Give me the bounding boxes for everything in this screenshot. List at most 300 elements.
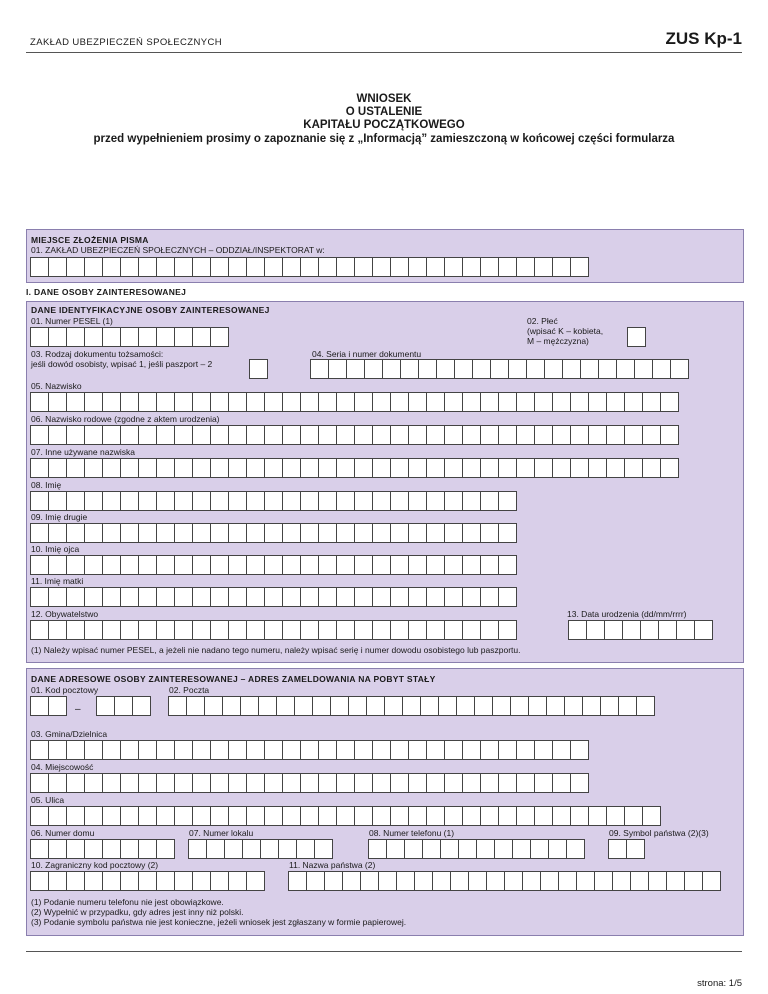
char-cell[interactable] [594,871,613,891]
char-cell[interactable] [138,425,157,445]
char-cell[interactable] [462,587,481,607]
char-cell[interactable] [480,425,499,445]
char-cell[interactable] [102,458,121,478]
char-cell[interactable] [336,555,355,575]
char-cell[interactable] [372,740,391,760]
char-cell[interactable] [564,696,583,716]
char-cell[interactable] [84,392,103,412]
char-cell[interactable] [260,839,279,859]
char-cell[interactable] [282,425,301,445]
char-cell[interactable] [210,871,229,891]
char-cell[interactable] [120,839,139,859]
country-symbol-input[interactable] [608,839,644,859]
char-cell[interactable] [264,740,283,760]
char-cell[interactable] [624,425,643,445]
char-cell[interactable] [210,806,229,826]
char-cell[interactable] [282,806,301,826]
char-cell[interactable] [390,392,409,412]
char-cell[interactable] [528,696,547,716]
char-cell[interactable] [300,491,319,511]
char-cell[interactable] [138,839,157,859]
char-cell[interactable] [48,327,67,347]
char-cell[interactable] [534,458,553,478]
char-cell[interactable] [640,620,659,640]
char-cell[interactable] [360,871,379,891]
char-cell[interactable] [444,491,463,511]
char-cell[interactable] [246,871,265,891]
pesel-input[interactable] [30,327,228,347]
char-cell[interactable] [552,740,571,760]
char-cell[interactable] [480,392,499,412]
char-cell[interactable] [174,871,193,891]
char-cell[interactable] [606,458,625,478]
char-cell[interactable] [426,620,445,640]
char-cell[interactable] [444,555,463,575]
char-cell[interactable] [300,425,319,445]
char-cell[interactable] [384,696,403,716]
char-cell[interactable] [648,871,667,891]
char-cell[interactable] [462,740,481,760]
char-cell[interactable] [210,425,229,445]
char-cell[interactable] [516,773,535,793]
char-cell[interactable] [666,871,685,891]
char-cell[interactable] [300,773,319,793]
char-cell[interactable] [120,257,139,277]
char-cell[interactable] [498,523,517,543]
char-cell[interactable] [84,871,103,891]
char-cell[interactable] [174,425,193,445]
char-cell[interactable] [138,871,157,891]
char-cell[interactable] [174,773,193,793]
char-cell[interactable] [174,491,193,511]
char-cell[interactable] [102,773,121,793]
char-cell[interactable] [546,696,565,716]
char-cell[interactable] [156,327,175,347]
char-cell[interactable] [242,839,261,859]
char-cell[interactable] [249,359,268,379]
char-cell[interactable] [534,773,553,793]
char-cell[interactable] [390,587,409,607]
char-cell[interactable] [282,392,301,412]
char-cell[interactable] [30,257,49,277]
char-cell[interactable] [156,806,175,826]
char-cell[interactable] [390,523,409,543]
char-cell[interactable] [480,523,499,543]
char-cell[interactable] [102,620,121,640]
char-cell[interactable] [658,620,677,640]
char-cell[interactable] [622,620,641,640]
char-cell[interactable] [192,620,211,640]
char-cell[interactable] [120,587,139,607]
char-cell[interactable] [192,773,211,793]
char-cell[interactable] [552,458,571,478]
char-cell[interactable] [408,620,427,640]
char-cell[interactable] [336,587,355,607]
char-cell[interactable] [102,806,121,826]
char-cell[interactable] [372,392,391,412]
char-cell[interactable] [228,773,247,793]
char-cell[interactable] [228,620,247,640]
other-surnames-input[interactable] [30,458,678,478]
char-cell[interactable] [336,392,355,412]
char-cell[interactable] [120,740,139,760]
char-cell[interactable] [84,425,103,445]
char-cell[interactable] [282,773,301,793]
char-cell[interactable] [372,523,391,543]
char-cell[interactable] [96,696,115,716]
char-cell[interactable] [48,839,67,859]
char-cell[interactable] [516,458,535,478]
char-cell[interactable] [318,740,337,760]
char-cell[interactable] [426,392,445,412]
char-cell[interactable] [306,871,325,891]
char-cell[interactable] [462,458,481,478]
char-cell[interactable] [342,871,361,891]
char-cell[interactable] [300,555,319,575]
char-cell[interactable] [102,740,121,760]
char-cell[interactable] [354,392,373,412]
char-cell[interactable] [48,740,67,760]
char-cell[interactable] [576,871,595,891]
char-cell[interactable] [264,555,283,575]
char-cell[interactable] [48,871,67,891]
char-cell[interactable] [210,327,229,347]
char-cell[interactable] [570,806,589,826]
char-cell[interactable] [458,839,477,859]
char-cell[interactable] [390,773,409,793]
char-cell[interactable] [566,839,585,859]
char-cell[interactable] [66,871,85,891]
char-cell[interactable] [48,587,67,607]
char-cell[interactable] [246,392,265,412]
char-cell[interactable] [174,257,193,277]
char-cell[interactable] [354,425,373,445]
char-cell[interactable] [138,327,157,347]
char-cell[interactable] [30,458,49,478]
char-cell[interactable] [84,555,103,575]
char-cell[interactable] [630,871,649,891]
char-cell[interactable] [390,458,409,478]
char-cell[interactable] [540,871,559,891]
char-cell[interactable] [174,620,193,640]
char-cell[interactable] [444,740,463,760]
char-cell[interactable] [66,806,85,826]
char-cell[interactable] [138,458,157,478]
char-cell[interactable] [372,257,391,277]
char-cell[interactable] [354,491,373,511]
char-cell[interactable] [336,773,355,793]
char-cell[interactable] [102,491,121,511]
char-cell[interactable] [534,257,553,277]
char-cell[interactable] [66,491,85,511]
char-cell[interactable] [372,587,391,607]
char-cell[interactable] [210,491,229,511]
char-cell[interactable] [30,587,49,607]
char-cell[interactable] [188,839,207,859]
char-cell[interactable] [354,523,373,543]
char-cell[interactable] [408,257,427,277]
char-cell[interactable] [624,458,643,478]
char-cell[interactable] [66,620,85,640]
char-cell[interactable] [670,359,689,379]
char-cell[interactable] [102,523,121,543]
char-cell[interactable] [30,523,49,543]
char-cell[interactable] [300,587,319,607]
char-cell[interactable] [660,425,679,445]
char-cell[interactable] [408,491,427,511]
char-cell[interactable] [354,806,373,826]
char-cell[interactable] [386,839,405,859]
char-cell[interactable] [210,555,229,575]
char-cell[interactable] [174,458,193,478]
char-cell[interactable] [330,696,349,716]
char-cell[interactable] [228,871,247,891]
char-cell[interactable] [264,587,283,607]
char-cell[interactable] [310,359,329,379]
char-cell[interactable] [66,740,85,760]
char-cell[interactable] [530,839,549,859]
char-cell[interactable] [462,491,481,511]
char-cell[interactable] [444,392,463,412]
char-cell[interactable] [48,257,67,277]
char-cell[interactable] [192,740,211,760]
char-cell[interactable] [498,491,517,511]
char-cell[interactable] [228,523,247,543]
char-cell[interactable] [48,806,67,826]
postal-code-part2[interactable] [96,696,150,716]
char-cell[interactable] [48,392,67,412]
char-cell[interactable] [456,696,475,716]
char-cell[interactable] [624,392,643,412]
char-cell[interactable] [30,555,49,575]
char-cell[interactable] [318,458,337,478]
char-cell[interactable] [372,620,391,640]
char-cell[interactable] [444,523,463,543]
char-cell[interactable] [282,491,301,511]
char-cell[interactable] [606,425,625,445]
char-cell[interactable] [66,392,85,412]
char-cell[interactable] [512,839,531,859]
char-cell[interactable] [494,839,513,859]
char-cell[interactable] [210,458,229,478]
char-cell[interactable] [168,696,187,716]
char-cell[interactable] [288,871,307,891]
foreign-postal-input[interactable] [30,871,264,891]
char-cell[interactable] [156,555,175,575]
char-cell[interactable] [400,359,419,379]
char-cell[interactable] [390,257,409,277]
char-cell[interactable] [480,555,499,575]
char-cell[interactable] [300,806,319,826]
char-cell[interactable] [138,257,157,277]
char-cell[interactable] [694,620,713,640]
char-cell[interactable] [174,555,193,575]
char-cell[interactable] [570,425,589,445]
char-cell[interactable] [408,773,427,793]
char-cell[interactable] [390,740,409,760]
char-cell[interactable] [498,587,517,607]
char-cell[interactable] [408,392,427,412]
char-cell[interactable] [336,806,355,826]
char-cell[interactable] [444,257,463,277]
char-cell[interactable] [228,587,247,607]
char-cell[interactable] [390,425,409,445]
country-name-input[interactable] [288,871,720,891]
char-cell[interactable] [534,425,553,445]
char-cell[interactable] [102,257,121,277]
char-cell[interactable] [246,806,265,826]
char-cell[interactable] [372,773,391,793]
char-cell[interactable] [510,696,529,716]
char-cell[interactable] [102,392,121,412]
char-cell[interactable] [426,773,445,793]
char-cell[interactable] [522,871,541,891]
char-cell[interactable] [138,491,157,511]
flat-number-input[interactable] [188,839,332,859]
char-cell[interactable] [364,359,383,379]
char-cell[interactable] [174,740,193,760]
char-cell[interactable] [404,839,423,859]
char-cell[interactable] [156,257,175,277]
first-name-input[interactable] [30,491,516,511]
char-cell[interactable] [642,806,661,826]
char-cell[interactable] [328,359,347,379]
char-cell[interactable] [246,620,265,640]
char-cell[interactable] [138,773,157,793]
char-cell[interactable] [684,871,703,891]
char-cell[interactable] [300,523,319,543]
char-cell[interactable] [608,839,627,859]
char-cell[interactable] [476,839,495,859]
char-cell[interactable] [264,773,283,793]
char-cell[interactable] [120,555,139,575]
char-cell[interactable] [490,359,509,379]
char-cell[interactable] [246,740,265,760]
char-cell[interactable] [84,740,103,760]
char-cell[interactable] [276,696,295,716]
char-cell[interactable] [444,458,463,478]
char-cell[interactable] [604,620,623,640]
char-cell[interactable] [30,740,49,760]
char-cell[interactable] [192,458,211,478]
char-cell[interactable] [228,458,247,478]
char-cell[interactable] [390,555,409,575]
char-cell[interactable] [174,327,193,347]
char-cell[interactable] [480,740,499,760]
char-cell[interactable] [354,740,373,760]
post-office-input[interactable] [168,696,654,716]
char-cell[interactable] [354,257,373,277]
char-cell[interactable] [626,839,645,859]
char-cell[interactable] [156,620,175,640]
char-cell[interactable] [660,392,679,412]
char-cell[interactable] [318,392,337,412]
char-cell[interactable] [84,257,103,277]
char-cell[interactable] [84,620,103,640]
char-cell[interactable] [612,871,631,891]
char-cell[interactable] [462,620,481,640]
char-cell[interactable] [318,773,337,793]
char-cell[interactable] [228,257,247,277]
char-cell[interactable] [336,425,355,445]
char-cell[interactable] [382,359,401,379]
char-cell[interactable] [318,523,337,543]
char-cell[interactable] [264,392,283,412]
char-cell[interactable] [300,620,319,640]
char-cell[interactable] [450,871,469,891]
char-cell[interactable] [378,871,397,891]
char-cell[interactable] [264,257,283,277]
char-cell[interactable] [282,555,301,575]
char-cell[interactable] [570,257,589,277]
char-cell[interactable] [462,257,481,277]
postal-code-part1[interactable] [30,696,66,716]
char-cell[interactable] [426,491,445,511]
char-cell[interactable] [174,523,193,543]
char-cell[interactable] [606,806,625,826]
char-cell[interactable] [210,587,229,607]
char-cell[interactable] [480,620,499,640]
char-cell[interactable] [390,620,409,640]
char-cell[interactable] [204,696,223,716]
char-cell[interactable] [246,523,265,543]
char-cell[interactable] [598,359,617,379]
char-cell[interactable] [48,773,67,793]
char-cell[interactable] [616,359,635,379]
char-cell[interactable] [210,620,229,640]
char-cell[interactable] [516,740,535,760]
char-cell[interactable] [534,392,553,412]
char-cell[interactable] [366,696,385,716]
char-cell[interactable] [264,806,283,826]
char-cell[interactable] [30,696,49,716]
locality-input[interactable] [30,773,588,793]
char-cell[interactable] [472,359,491,379]
char-cell[interactable] [454,359,473,379]
char-cell[interactable] [30,871,49,891]
char-cell[interactable] [174,587,193,607]
char-cell[interactable] [84,523,103,543]
char-cell[interactable] [120,620,139,640]
char-cell[interactable] [516,392,535,412]
char-cell[interactable] [426,523,445,543]
char-cell[interactable] [498,555,517,575]
char-cell[interactable] [192,491,211,511]
char-cell[interactable] [436,359,455,379]
char-cell[interactable] [66,257,85,277]
char-cell[interactable] [498,806,517,826]
char-cell[interactable] [372,806,391,826]
char-cell[interactable] [246,458,265,478]
house-number-input[interactable] [30,839,174,859]
char-cell[interactable] [138,587,157,607]
char-cell[interactable] [192,871,211,891]
char-cell[interactable] [372,458,391,478]
citizenship-input[interactable] [30,620,516,640]
char-cell[interactable] [586,620,605,640]
char-cell[interactable] [84,806,103,826]
char-cell[interactable] [588,458,607,478]
char-cell[interactable] [702,871,721,891]
char-cell[interactable] [336,740,355,760]
char-cell[interactable] [192,327,211,347]
char-cell[interactable] [318,587,337,607]
char-cell[interactable] [300,740,319,760]
char-cell[interactable] [498,773,517,793]
char-cell[interactable] [138,392,157,412]
char-cell[interactable] [642,392,661,412]
char-cell[interactable] [30,839,49,859]
